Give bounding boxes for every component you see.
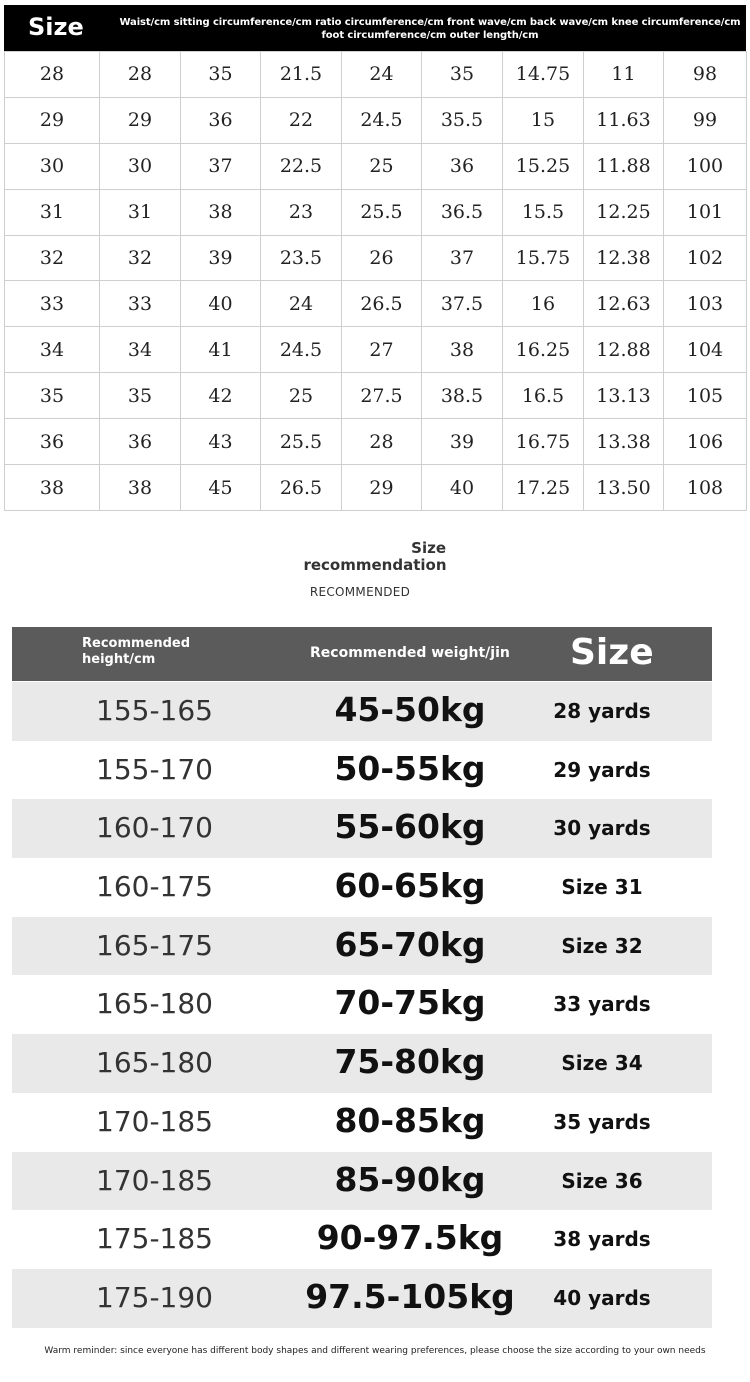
table-cell: 15.25 [503,143,584,189]
table-cell: 31 [100,189,181,235]
table-cell: 23 [261,189,342,235]
table-cell: 27 [342,327,422,373]
header-weight: Recommended weight/jin [310,645,510,661]
table-cell: 32 [5,235,100,281]
size-value: 29 yards [553,757,651,782]
weight-value: 45-50kg [334,690,486,729]
table-cell: 35 [422,52,503,98]
height-value: 170-185 [96,1104,213,1138]
size-value: 40 yards [553,1285,651,1310]
weight-value: 70-75kg [334,983,486,1023]
table-cell: 106 [664,419,747,465]
table-cell: 24.5 [261,327,342,373]
table-cell: 43 [181,419,261,465]
table-cell: 39 [181,235,261,281]
table-cell: 26.5 [261,465,342,511]
table-cell: 37 [422,235,503,281]
weight-value: 75-80kg [334,1042,486,1082]
height-value: 175-185 [96,1222,213,1256]
table-cell: 24 [342,52,422,98]
table-cell: 11 [584,52,664,98]
recommendation-header [12,627,712,681]
table-cell: 30 [100,143,181,189]
table-cell: 24.5 [342,97,422,143]
recommendation-row [12,1269,712,1328]
table-cell: 22.5 [261,143,342,189]
table-cell: 25.5 [342,189,422,235]
recommendation-row [12,741,712,800]
table-cell: 36 [5,419,100,465]
table-cell: 34 [100,327,181,373]
table-cell: 41 [181,327,261,373]
height-value: 155-170 [96,752,213,786]
height-value: 160-175 [96,870,213,904]
table-cell: 33 [5,281,100,327]
table-cell: 29 [342,465,422,511]
table-cell: 35 [5,373,100,419]
table-cell: 101 [664,189,747,235]
table-cell: 16 [503,281,584,327]
table-cell: 45 [181,465,261,511]
table-cell: 15.75 [503,235,584,281]
measurement-columns-label: Waist/cm sitting circumference/cm ratio circumference/cm front wave/cm back wave/cm knee circumference/cm foot circumference/cm outer length/cm [119,17,741,41]
weight-value: 97.5-105kg [305,1276,515,1316]
table-cell: 28 [5,52,100,98]
table-cell: 13.50 [584,465,664,511]
table-cell: 36 [422,143,503,189]
table-cell: 40 [181,281,261,327]
table-cell: 34 [5,327,100,373]
table-cell: 35 [181,52,261,98]
size-chart-header [4,5,746,51]
table-row [5,52,747,98]
table-row [5,419,747,465]
weight-value: 65-70kg [334,924,486,964]
table-cell: 35.5 [422,97,503,143]
table-cell: 33 [100,281,181,327]
height-value: 155-165 [96,694,213,727]
table-cell: 12.63 [584,281,664,327]
table-cell: 25 [261,373,342,419]
table-cell: 27.5 [342,373,422,419]
table-row [5,189,747,235]
table-cell: 102 [664,235,747,281]
table-cell: 26 [342,235,422,281]
table-cell: 26.5 [342,281,422,327]
table-cell: 35 [100,373,181,419]
table-cell: 23.5 [261,235,342,281]
recommendation-row [12,917,712,976]
table-cell: 36 [100,419,181,465]
table-cell: 36.5 [422,189,503,235]
size-value: 35 yards [553,1109,651,1134]
table-cell: 99 [664,97,747,143]
table-cell: 16.75 [503,419,584,465]
weight-value: 80-85kg [334,1100,486,1140]
height-value: 175-190 [96,1280,213,1314]
header-size: Size [570,632,654,673]
table-cell: 17.25 [503,465,584,511]
height-value: 165-180 [96,1046,213,1080]
table-cell: 38 [422,327,503,373]
recommendation-title-line1: Size [411,539,446,557]
height-value: 170-185 [96,1163,213,1197]
size-value: 33 yards [553,992,651,1017]
height-value: 165-175 [96,928,213,962]
table-cell: 28 [100,52,181,98]
height-value: 165-180 [96,987,213,1021]
table-cell: 16.5 [503,373,584,419]
recommendation-row [12,1210,712,1269]
height-value: 160-170 [96,811,213,845]
table-cell: 29 [100,97,181,143]
table-cell: 30 [5,143,100,189]
table-row [5,281,747,327]
table-cell: 39 [422,419,503,465]
table-cell: 21.5 [261,52,342,98]
recommendation-row [12,1152,712,1211]
recommendation-row [12,858,712,917]
table-cell: 100 [664,143,747,189]
table-cell: 38 [100,465,181,511]
table-cell: 12.88 [584,327,664,373]
table-cell: 98 [664,52,747,98]
table-cell: 37.5 [422,281,503,327]
table-cell: 25.5 [261,419,342,465]
table-cell: 40 [422,465,503,511]
table-cell: 42 [181,373,261,419]
table-cell: 11.63 [584,97,664,143]
table-cell: 38.5 [422,373,503,419]
warm-reminder: Warm reminder: since everyone has different body shapes and different wearing preferences, please choose the size according to your own needs [44,1346,706,1356]
size-value: 30 yards [553,816,651,841]
table-cell: 31 [5,189,100,235]
table-cell: 25 [342,143,422,189]
weight-value: 55-60kg [334,807,486,847]
table-cell: 15.5 [503,189,584,235]
table-cell: 37 [181,143,261,189]
size-value: 38 yards [553,1227,651,1252]
table-cell: 11.88 [584,143,664,189]
table-cell: 105 [664,373,747,419]
weight-value: 60-65kg [334,866,486,906]
table-cell: 13.38 [584,419,664,465]
weight-value: 90-97.5kg [316,1218,504,1258]
table-cell: 12.38 [584,235,664,281]
table-row [5,373,747,419]
table-cell: 24 [261,281,342,327]
table-row [5,97,747,143]
size-value: Size 36 [561,1168,643,1193]
table-cell: 38 [181,189,261,235]
recommendation-row [12,1034,712,1093]
recommendation-row [12,1093,712,1152]
table-cell: 108 [664,465,747,511]
table-row [5,235,747,281]
table-cell: 28 [342,419,422,465]
weight-value: 50-55kg [334,748,486,788]
size-value: Size 32 [561,933,643,958]
recommendation-rows [12,682,712,1328]
weight-value: 85-90kg [334,1159,486,1199]
table-cell: 15 [503,97,584,143]
recommendation-subtitle: RECOMMENDED [309,585,411,599]
table-cell: 16.25 [503,327,584,373]
table-cell: 36 [181,97,261,143]
table-row [5,143,747,189]
recommendation-title-line2: recommendation [303,556,447,574]
table-cell: 103 [664,281,747,327]
table-cell: 12.25 [584,189,664,235]
size-value: Size 31 [561,875,643,900]
recommendation-row [12,975,712,1034]
size-value: Size 34 [561,1051,643,1076]
recommendation-row [12,682,712,741]
table-row [5,465,747,511]
table-cell: 32 [100,235,181,281]
size-value: 28 yards [553,699,651,723]
table-cell: 13.13 [584,373,664,419]
header-height: Recommended height/cm [82,636,191,667]
recommendation-title [280,540,470,574]
table-cell: 104 [664,327,747,373]
recommendation-row [12,799,712,858]
size-chart-table [4,51,747,511]
table-cell: 22 [261,97,342,143]
table-cell: 14.75 [503,52,584,98]
table-row [5,327,747,373]
size-header-label: Size [28,13,84,41]
table-cell: 29 [5,97,100,143]
table-cell: 38 [5,465,100,511]
